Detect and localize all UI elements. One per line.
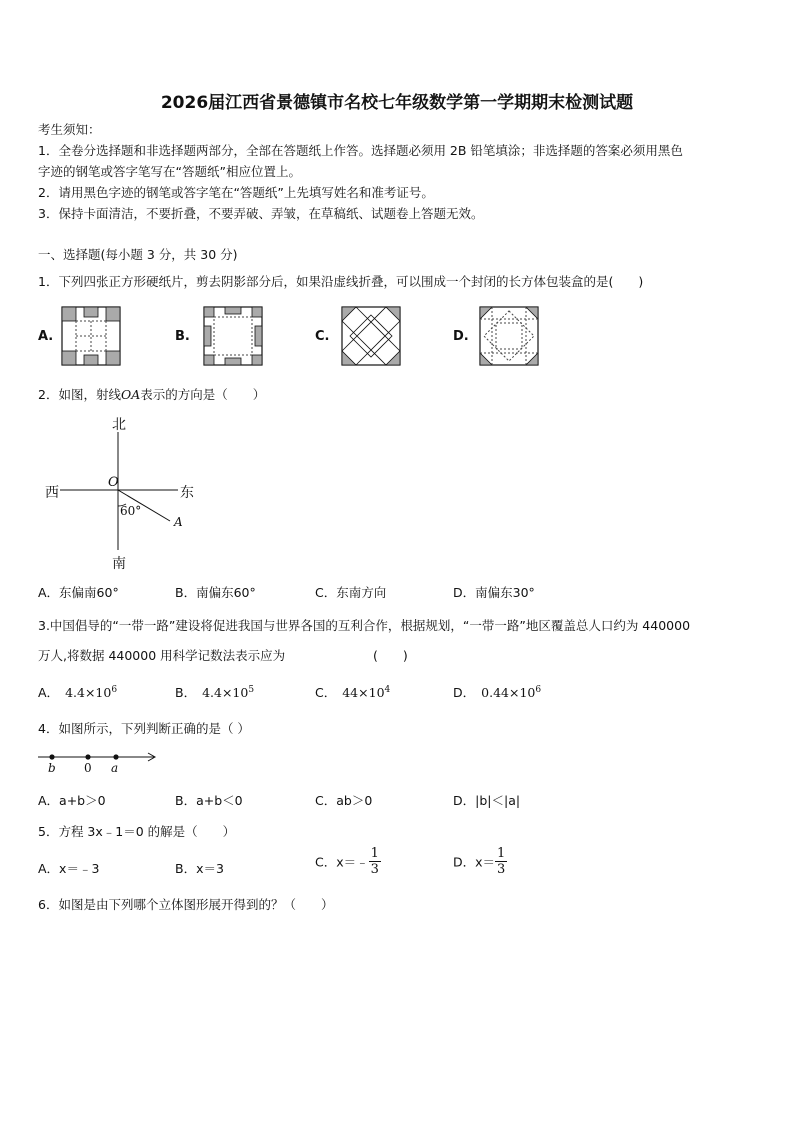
q1-text: 1．下列四张正方形硬纸片，剪去阴影部分后，如果沿虚线折叠，可以围成一个封闭的长方体包装盒的是( ) xyxy=(38,274,644,289)
q5-option-d-denominator: 3 xyxy=(497,862,506,877)
q2-option-b: B．南偏东60° xyxy=(175,585,256,600)
q2-east-label: 东 xyxy=(180,485,194,501)
q2-text xyxy=(38,385,265,403)
q2-text-part2: 表示的方向是（ ） xyxy=(140,387,266,402)
q3-option-d xyxy=(453,683,541,701)
q5-option-a: A．x＝﹣3 xyxy=(38,861,100,876)
q3-answer-paren: ( ) xyxy=(373,648,408,663)
q3-option-b-base: 4.4×10 xyxy=(202,685,249,700)
q1-option-a-label: A. xyxy=(38,329,54,344)
q3-option-c-label: C． xyxy=(315,685,337,700)
q4-number-line xyxy=(38,750,160,766)
q2-south-label: 南 xyxy=(112,556,126,572)
q1-option-d-label: D. xyxy=(453,329,469,344)
q2-north-label: 北 xyxy=(112,417,126,433)
q2-origin-label: O xyxy=(108,475,119,490)
q2-angle-label: 60° xyxy=(120,504,142,518)
q3-option-a-base: 4.4×10 xyxy=(65,685,112,700)
section-heading: 一、选择题(每小题 3 分，共 30 分) xyxy=(38,247,238,262)
q5-text: 5．方程 3x﹣1＝0 的解是（ ） xyxy=(38,824,236,839)
q5-option-c-text: C．x＝﹣ xyxy=(315,854,369,870)
q4-option-b: B．a+b＜0 xyxy=(175,793,243,808)
q2-west-label: 西 xyxy=(45,485,59,501)
q4-zero-label: 0 xyxy=(84,761,92,775)
q4-option-d: D．|b|＜|a| xyxy=(453,793,521,808)
notice-line-2: 2．请用黑色字迹的钢笔或答字笔在“答题纸”上先填写姓名和准考证号。 xyxy=(38,185,434,200)
q5-option-d-text: D．x＝ xyxy=(453,854,496,870)
q1-figure-a xyxy=(62,307,120,365)
q5-option-b: B．x＝3 xyxy=(175,861,224,876)
q1-figure-d xyxy=(480,307,538,365)
q4-option-c: C．ab＞0 xyxy=(315,793,373,808)
q3-option-d-base: 0.44×10 xyxy=(481,685,536,700)
q3-option-a xyxy=(38,683,117,701)
q2-ray-name: OA xyxy=(120,387,141,402)
q4-point-a-label: a xyxy=(111,761,119,775)
q4-point-b-label: b xyxy=(48,761,56,775)
q5-option-d xyxy=(453,846,507,877)
q2-option-c: C．东南方向 xyxy=(315,585,387,600)
q2-ray-label: A xyxy=(174,515,183,529)
notice-line-1a: 1．全卷分选择题和非选择题两部分，全部在答题纸上作答。选择题必须用 2B 铅笔填涂；非选择题的答案必须用黑色 xyxy=(38,143,683,158)
q3-line-1: 3.中国倡导的“一带一路”建设将促进我国与世界各国的互利合作，根据规划，“一带一路”地区覆盖总人口约为 440000 xyxy=(38,618,691,633)
page-title: 2026届江西省景德镇市名校七年级数学第一学期期末检测试题 xyxy=(160,93,634,113)
q3-line-2: 万人,将数据 440000 用科学记数法表示应为 xyxy=(38,648,286,663)
q6-text: 6．如图是由下列哪个立体图形展开得到的？（ ） xyxy=(38,897,334,912)
q1-option-c-label: C. xyxy=(315,329,330,344)
q3-option-c-exp: 4 xyxy=(384,684,391,695)
q3-option-d-label: D． xyxy=(453,685,476,700)
q3-option-c-base: 44×10 xyxy=(342,685,385,700)
q4-text: 4．如图所示，下列判断正确的是（ ） xyxy=(38,721,250,736)
q5-option-c-denominator: 3 xyxy=(370,862,379,877)
q5-option-c-numerator: 1 xyxy=(370,846,379,861)
q3-option-a-exp: 6 xyxy=(111,684,118,695)
q2-text-part1: 2．如图，射线 xyxy=(38,387,121,402)
q4-option-a: A．a+b＞0 xyxy=(38,793,106,808)
q1-figure-c xyxy=(342,307,400,365)
q3-option-b-exp: 5 xyxy=(248,684,255,695)
q5-option-d-fraction xyxy=(495,846,507,877)
q5-option-c-fraction xyxy=(369,846,381,877)
q3-option-a-label: A． xyxy=(38,685,60,700)
q3-option-d-exp: 6 xyxy=(535,684,542,695)
q3-option-b-label: B． xyxy=(175,685,197,700)
q3-option-c xyxy=(315,683,390,701)
q3-option-b xyxy=(175,683,254,701)
q1-option-b-label: B. xyxy=(175,329,190,344)
q5-option-c xyxy=(315,846,381,877)
q1-figure-b xyxy=(204,307,262,365)
q2-option-a: A．东偏南60° xyxy=(38,585,119,600)
notice-line-3: 3．保持卡面清洁，不要折叠，不要弄破、弄皱，在草稿纸、试题卷上答题无效。 xyxy=(38,206,484,221)
notice-heading: 考生须知： xyxy=(38,122,101,137)
q5-option-d-numerator: 1 xyxy=(497,846,506,861)
q2-option-d: D．南偏东30° xyxy=(453,585,535,600)
notice-line-1b: 字迹的钢笔或答字笔写在“答题纸”相应位置上。 xyxy=(38,164,301,179)
